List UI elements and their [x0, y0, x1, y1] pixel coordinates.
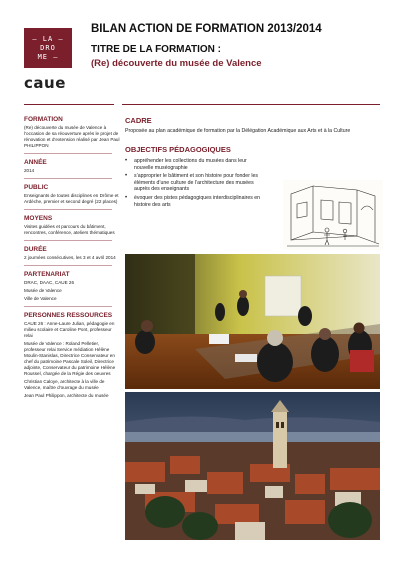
objectifs-list — [125, 158, 265, 208]
photo-city-view — [125, 392, 380, 540]
divider-left — [24, 104, 114, 105]
sidebar-separator — [24, 265, 112, 266]
formation-text: (Re) découverte du musée de Valence à l’occasion de sa réouverture après le projet de rénovation et d’extension réalisé par Jean Paul PHILIPPON — [24, 125, 120, 148]
objectif-item: • évoquer des pistes pédagogiques interdisciplinaires en histoire des arts — [125, 195, 265, 208]
personnes-line: Jean Paul Philippon, architecte du musée — [24, 393, 109, 398]
partenariat-line: DRAC, DAAC, CAUE 26 — [24, 280, 75, 285]
duree-heading: DURÉE — [24, 246, 47, 253]
architecture-sketch — [283, 180, 383, 250]
annee-heading: ANNÉE — [24, 159, 47, 166]
logo-line-2: DRO — [40, 43, 56, 52]
logo-line-1: – LA – — [32, 34, 64, 43]
sidebar-separator — [24, 178, 112, 179]
objectifs-heading: OBJECTIFS PÉDAGOGIQUES — [125, 145, 231, 154]
cadre-heading: CADRE — [125, 116, 152, 125]
public-text: Enseignants de toutes disciplines en Drôme et Ardèche, premier et second degré (22 places) — [24, 193, 119, 204]
moyens-text: Visites guidées et parcours du bâtiment, rencontres, conférence, ateliers thématiques — [24, 224, 115, 235]
sidebar-separator — [24, 153, 112, 154]
logo-mark — [24, 28, 72, 68]
objectif-item: • s’approprier le bâtiment et son histoire pour fonder les éléments d’une culture de l’architecture des musées auprès des enseignants — [125, 173, 265, 193]
moyens-heading: MOYENS — [24, 215, 53, 222]
sidebar — [24, 116, 120, 399]
divider-right — [122, 104, 380, 105]
duree-text: 2 journées consécutives, les 3 et 4 avril 2014 — [24, 255, 116, 260]
formation-title-label: TITRE DE LA FORMATION : — [91, 44, 221, 55]
personnes-line: CAUE 26 : Anne-Laure Julian, pédagogie en milieu scolaire et Caroline Pont, professeur relai — [24, 321, 115, 338]
formation-title: (Re) découverte du musée de Valence — [91, 58, 262, 69]
personnes-line: Musée de Valence : Roland Pelletier, professeur relai Service médiation Hélène Moulin-Stanislas, Directrice Conservateur en chef du patrimoine Pascale Soleil, Directrice adjointe, Conservateur du patrimoine Hélène Roussel, chargée de la Régie des oeuvres — [24, 341, 116, 376]
partenariat-line: Ville de Valence — [24, 296, 57, 301]
personnes-heading: PERSONNES RESSOURCES — [24, 312, 113, 319]
public-heading: PUBLIC — [24, 184, 49, 191]
sidebar-separator — [24, 240, 112, 241]
partenariat-line: Musée de Valence — [24, 288, 62, 293]
page-title: BILAN ACTION DE FORMATION 2013/2014 — [91, 23, 322, 35]
personnes-line: Christian Caloye, architecte à la ville de Valence, maître d’ouvrage du musée — [24, 379, 105, 390]
objectif-item: • appréhender les collections du musées dans leur nouvelle muséographie — [125, 158, 265, 171]
cadre-text: Proposée au plan académique de formation par la Délégation Académique aux Arts et à la Culture — [125, 128, 351, 134]
sidebar-separator — [24, 209, 112, 210]
annee-text: 2014 — [24, 168, 35, 173]
sidebar-separator — [24, 306, 112, 307]
partenariat-heading: PARTENARIAT — [24, 271, 70, 278]
photo-conference — [125, 254, 380, 389]
logo-caue: caue — [24, 74, 66, 92]
logo-line-3: ME – — [37, 52, 59, 61]
formation-heading: FORMATION — [24, 116, 63, 123]
